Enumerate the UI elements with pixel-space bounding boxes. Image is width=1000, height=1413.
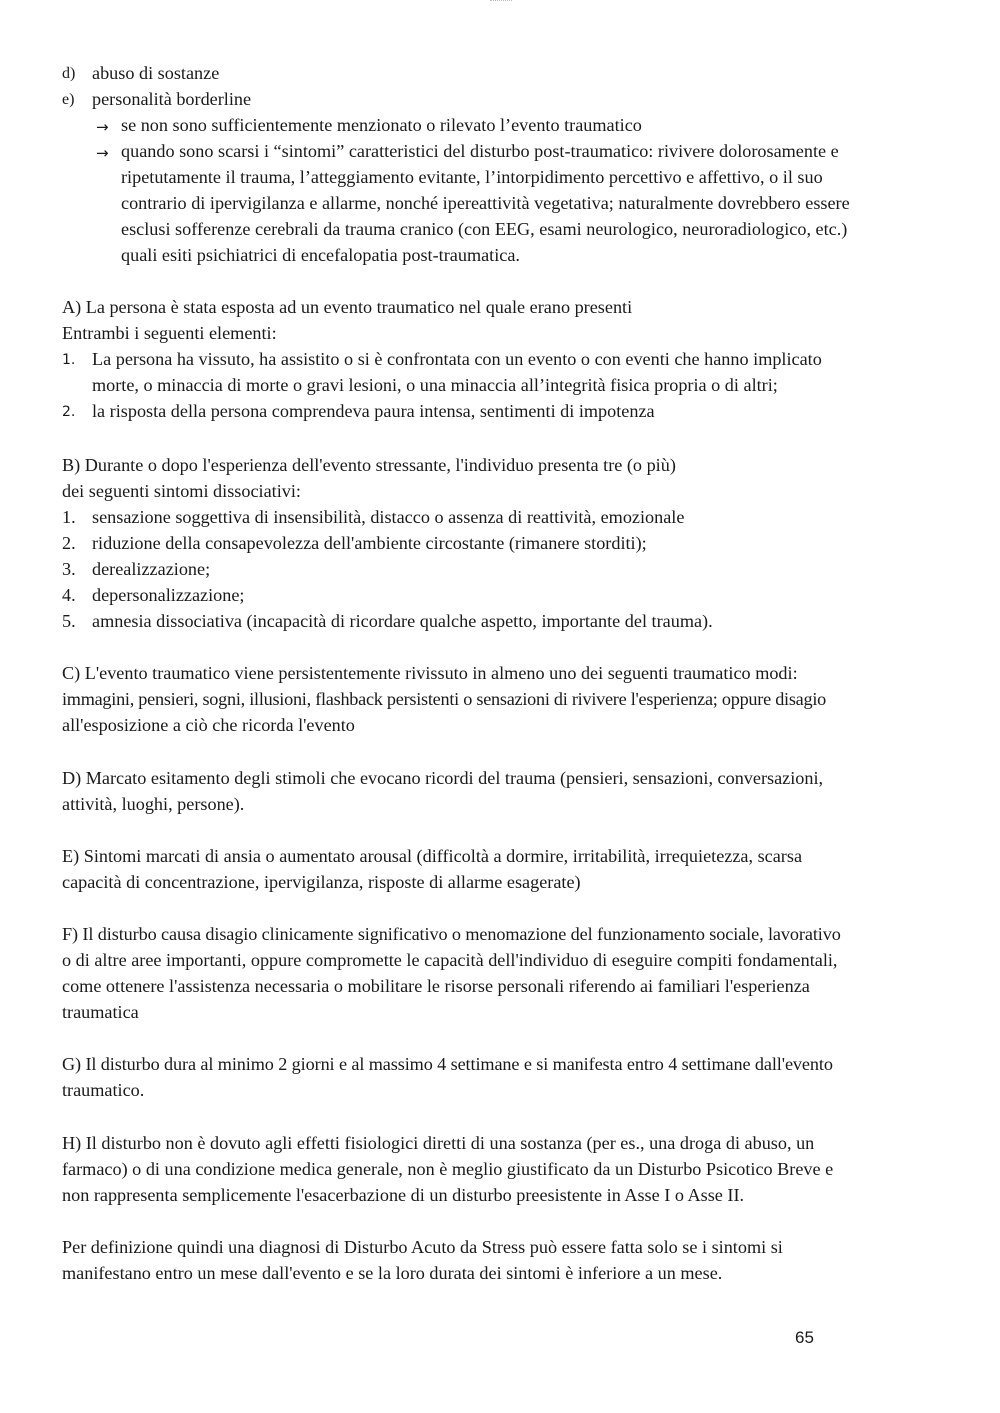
section-b-item-number: 3. <box>62 559 76 579</box>
section-c-line: all'esposizione a ciò che ricorda l'evento <box>62 715 355 735</box>
section-f-line: come ottenere l'assistenza necessaria o mobilitare le risorse personali riferendo ai familiari l'esperienza <box>62 976 810 996</box>
section-h-line: non rappresenta semplicemente l'esacerbazione di un disturbo preesistente in Asse I o Asse II. <box>62 1185 745 1205</box>
page-top-mark <box>490 0 512 3</box>
arrow-icon: → <box>96 118 109 136</box>
section-b-item: riduzione della consapevolezza dell'ambiente circostante (rimanere storditi); <box>92 533 647 553</box>
section-f-line: o di altre aree importanti, oppure compromette le capacità dell'individuo di eseguire compiti fondamentali, <box>62 950 838 970</box>
section-b-item-number: 5. <box>62 611 76 631</box>
section-a-intro: Entrambi i seguenti elementi: <box>62 323 277 343</box>
section-h-line: H) Il disturbo non è dovuto agli effetti fisiologici diretti di una sostanza (per es., una droga di abuso, un <box>62 1133 815 1153</box>
section-g-line: traumatico. <box>62 1080 145 1100</box>
section-f-line: F) Il disturbo causa disagio clinicamente significativo o menomazione del funzionamento sociale, lavorativo <box>62 924 841 944</box>
list-item-e: personalità borderline <box>92 89 252 109</box>
section-b-item-number: 2. <box>62 533 76 553</box>
section-e-line: capacità di concentrazione, ipervigilanza, risposte di allarme esagerate) <box>62 872 581 892</box>
section-g-line: G) Il disturbo dura al minimo 2 giorni e al massimo 4 settimane e si manifesta entro 4 settimane dall'evento <box>62 1054 833 1074</box>
list-item-d: abuso di sostanze <box>92 63 220 83</box>
section-b-item: amnesia dissociativa (incapacità di ricordare qualche aspetto, importante del trauma). <box>92 611 713 631</box>
section-a-item-1-line: morte, o minaccia di morte o gravi lesioni, o una minaccia all’integrità fisica propria o di altri; <box>92 375 778 395</box>
section-a-item-number: 1. <box>62 352 76 368</box>
section-b-intro: dei seguenti sintomi dissociativi: <box>62 481 301 501</box>
page-number: 65 <box>795 1328 814 1347</box>
section-a-item-number: 2. <box>62 404 76 420</box>
section-b-heading: B) Durante o dopo l'esperienza dell'evento stressante, l'individuo presenta tre (o più) <box>62 455 676 475</box>
section-a-item-1-line: La persona ha vissuto, ha assistito o si è confrontata con un evento o con eventi che hanno implicato <box>92 349 822 369</box>
arrow-item-1: se non sono sufficientemente menzionato o rilevato l’evento traumatico <box>121 115 642 135</box>
arrow-item-2-line: quando sono scarsi i “sintomi” caratteristici del disturbo post-traumatico: rivivere dolorosamente e <box>121 141 839 161</box>
section-f-line: traumatica <box>62 1002 139 1022</box>
conclusion-line: manifestano entro un mese dall'evento e se la loro durata dei sintomi è inferiore a un mese. <box>62 1263 723 1283</box>
section-d-line: attività, luoghi, persone). <box>62 794 245 814</box>
section-b-item: sensazione soggettiva di insensibilità, distacco o assenza di reattività, emozionale <box>92 507 685 527</box>
section-b-item: depersonalizzazione; <box>92 585 245 605</box>
section-b-item-number: 1. <box>62 507 76 527</box>
section-d-line: D) Marcato esitamento degli stimoli che evocano ricordi del trauma (pensieri, sensazioni, conversazioni, <box>62 768 824 788</box>
conclusion-line: Per definizione quindi una diagnosi di Disturbo Acuto da Stress può essere fatta solo se i sintomi si <box>62 1237 783 1257</box>
arrow-item-2-line: ripetutamente il trauma, l’atteggiamento evitante, l’intorpidimento percettivo e affettivo, o il suo <box>121 167 823 187</box>
section-c-line: immagini, pensieri, sogni, illusioni, flashback persistenti o sensazioni di rivivere l'esperienza; oppure disagio <box>62 689 826 709</box>
list-marker-d: d) <box>62 65 76 82</box>
section-a-item-2: la risposta della persona comprendeva paura intensa, sentimenti di impotenza <box>92 401 655 421</box>
section-h-line: farmaco) o di una condizione medica generale, non è meglio giustificato da un Disturbo Psicotico Breve e <box>62 1159 834 1179</box>
arrow-icon: → <box>96 144 109 162</box>
section-e-line: E) Sintomi marcati di ansia o aumentato arousal (difficoltà a dormire, irritabilità, irrequietezza, scarsa <box>62 846 803 866</box>
list-marker-e: e) <box>62 91 75 108</box>
section-a-heading: A) La persona è stata esposta ad un evento traumatico nel quale erano presenti <box>62 297 633 317</box>
arrow-item-2-line: quali esiti psichiatrici di encefalopatia post-traumatica. <box>121 245 520 265</box>
section-c-line: C) L'evento traumatico viene persistentemente rivissuto in almeno uno dei seguenti traumatico modi: <box>62 663 798 683</box>
arrow-item-2-line: contrario di ipervigilanza e allarme, nonché ipereattività vegetativa; naturalmente dovrebbero essere <box>121 193 850 213</box>
section-b-item-number: 4. <box>62 585 76 605</box>
arrow-item-2-line: esclusi sofferenze cerebrali da trauma cranico (con EEG, esami neurologico, neuroradiologico, etc.) <box>121 219 848 239</box>
section-b-item: derealizzazione; <box>92 559 211 579</box>
